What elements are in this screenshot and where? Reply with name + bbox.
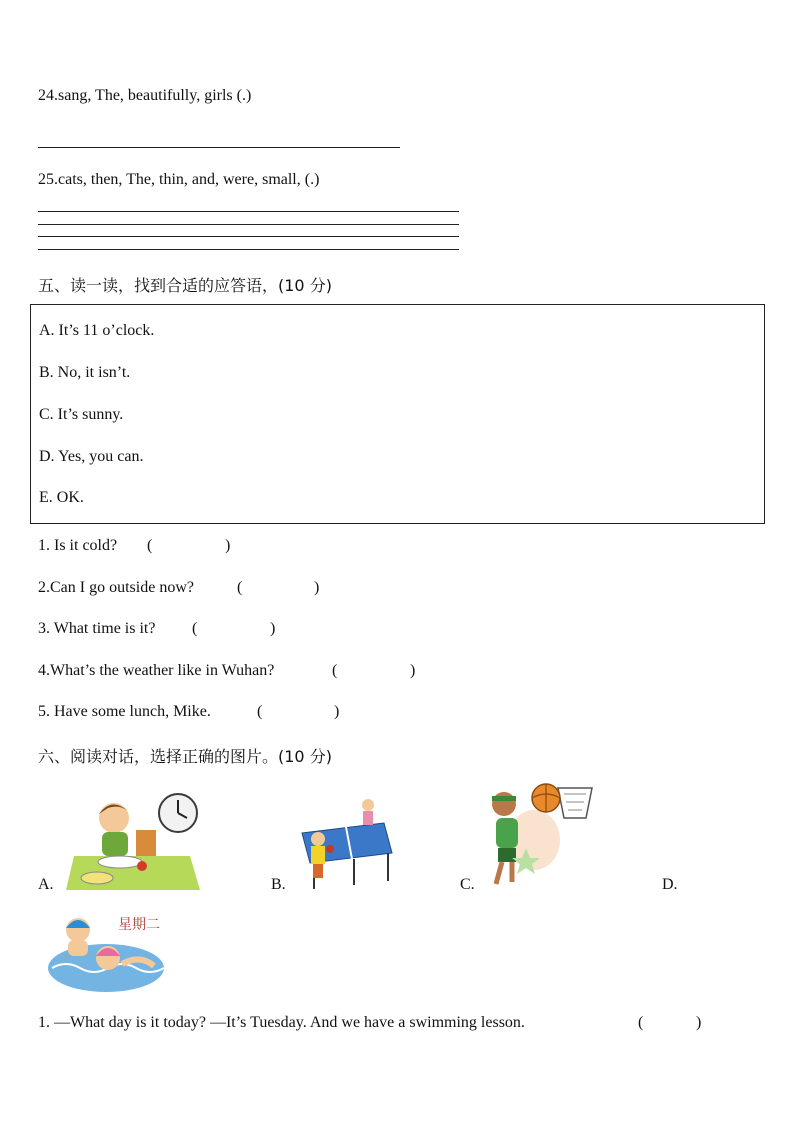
option-c: C. It’s sunny. xyxy=(39,406,124,423)
answer-paren-close: ) xyxy=(270,620,276,637)
section6-question-1: 1. —What day is it today? —It’s Tuesday. And we have a swimming lesson. xyxy=(38,1014,525,1031)
question-3-text: 3. What time is it? xyxy=(38,620,156,637)
answer-line-25a xyxy=(38,211,459,212)
picture-label-c: C. xyxy=(460,876,475,893)
answer-paren-close: ) xyxy=(334,703,340,720)
boy-eating-lunch-clock-icon xyxy=(62,790,204,892)
answer-paren-close: ) xyxy=(314,579,320,596)
question-5-text: 5. Have some lunch, Mike. xyxy=(38,703,211,720)
option-b: B. No, it isn’t. xyxy=(39,364,131,381)
picture-label-d: D. xyxy=(662,876,678,893)
question-24: 24.sang, The, beautifully, girls (.) xyxy=(38,87,252,104)
answer-paren-close: ) xyxy=(696,1014,702,1031)
answer-paren-open: ( xyxy=(192,620,198,637)
answer-line-25c xyxy=(38,236,459,237)
answer-paren-open: ( xyxy=(147,537,153,554)
basketball-player-icon xyxy=(482,778,598,890)
picture-label-a: A. xyxy=(38,876,54,893)
option-e: E. OK. xyxy=(39,489,84,506)
answer-line-25b xyxy=(38,224,459,225)
table-tennis-players-icon xyxy=(294,795,396,891)
answer-paren-open: ( xyxy=(257,703,263,720)
answer-paren-close: ) xyxy=(410,662,416,679)
question-25: 25.cats, then, The, thin, and, were, small, (.) xyxy=(38,171,320,188)
answer-line-25d xyxy=(38,249,459,250)
section6-heading: 六、阅读对话，选择正确的图片。(10 分) xyxy=(38,747,332,766)
question-2-text: 2.Can I go outside now? xyxy=(38,579,194,596)
answer-paren-open: ( xyxy=(237,579,243,596)
option-a: A. It’s 11 o’clock. xyxy=(39,322,155,339)
picture-label-b: B. xyxy=(271,876,286,893)
answer-paren-close: ) xyxy=(225,537,231,554)
question-1-text: 1. Is it cold? xyxy=(38,537,118,554)
question-4-text: 4.What’s the weather like in Wuhan? xyxy=(38,662,275,679)
options-box xyxy=(30,304,765,524)
answer-line-24 xyxy=(38,147,400,148)
option-d: D. Yes, you can. xyxy=(39,448,144,465)
section5-heading: 五、读一读，找到合适的应答语，(10 分) xyxy=(38,276,332,295)
swim-caption: 星期二 xyxy=(118,917,160,933)
answer-paren-open: ( xyxy=(638,1014,644,1031)
answer-paren-open: ( xyxy=(332,662,338,679)
